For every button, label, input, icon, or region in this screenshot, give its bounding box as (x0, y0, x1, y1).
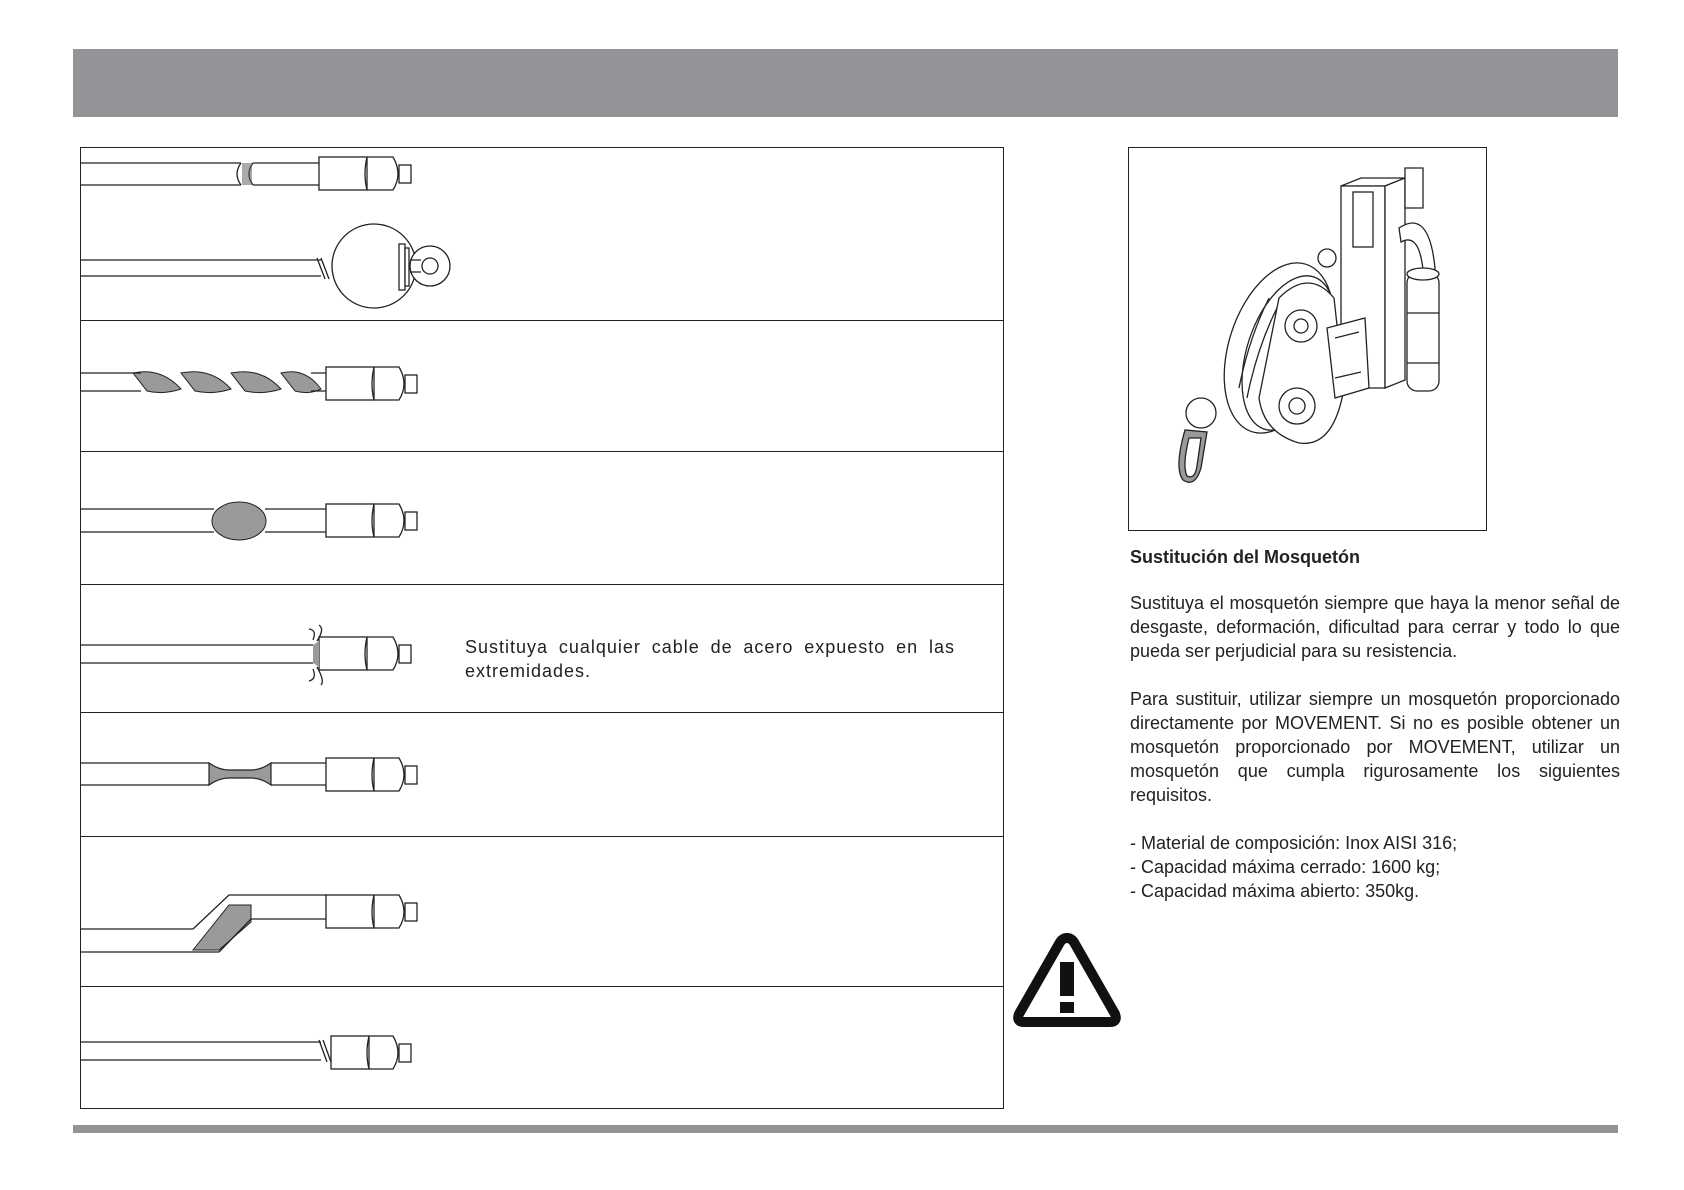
table-row (81, 713, 1003, 837)
rope-narrowing-illustration (81, 713, 1001, 837)
table-row (81, 452, 1003, 585)
device-illustration-frame (1128, 147, 1487, 531)
rope-end-damage-illustration (81, 148, 1001, 321)
rope-damage-table (80, 147, 1004, 1109)
spec-closed-capacity: - Capacidad máxima cerrado: 1600 kg; (1130, 857, 1441, 877)
table-row (81, 148, 1003, 321)
table-row (81, 585, 1003, 713)
table-row (81, 321, 1003, 452)
replacement-paragraph: Sustituya el mosquetón siempre que haya la menor señal de desgaste, deformación, dificultad para cerrar y todo lo que pueda ser perjudicial para su resistencia. (1130, 593, 1620, 661)
table-row (81, 837, 1003, 987)
footer-band (73, 1125, 1618, 1133)
pulley-device-illustration (1129, 148, 1485, 529)
rope-exposed-wire-illustration (81, 585, 461, 713)
rope-broken-strand-illustration (81, 987, 1001, 1110)
carabiner-section (1130, 545, 1620, 903)
spec-material: - Material de composición: Inox AISI 316; (1130, 833, 1458, 853)
section-title: Sustitución del Mosquetón (1130, 547, 1360, 567)
table-row (81, 987, 1003, 1110)
warning-triangle-icon (1012, 930, 1122, 1030)
exposed-wire-instruction: Sustituya cualquier cable de acero expuesto en las extremidades. (465, 637, 955, 681)
rope-bent-illustration (81, 837, 1001, 987)
header-band (73, 49, 1618, 117)
rope-bulge-illustration (81, 452, 1001, 585)
rope-twist-illustration (81, 321, 1001, 452)
spec-open-capacity: - Capacidad máxima abierto: 350kg. (1130, 881, 1420, 901)
supplier-paragraph: Para sustituir, utilizar siempre un mosquetón proporcionado directamente por MOVEMENT. Si no es posible obtener un mosquetón proporcionado por MOVEMENT, utilizar un mosquetón que cumpla rigurosamente los siguientes requisitos. (1130, 689, 1620, 805)
